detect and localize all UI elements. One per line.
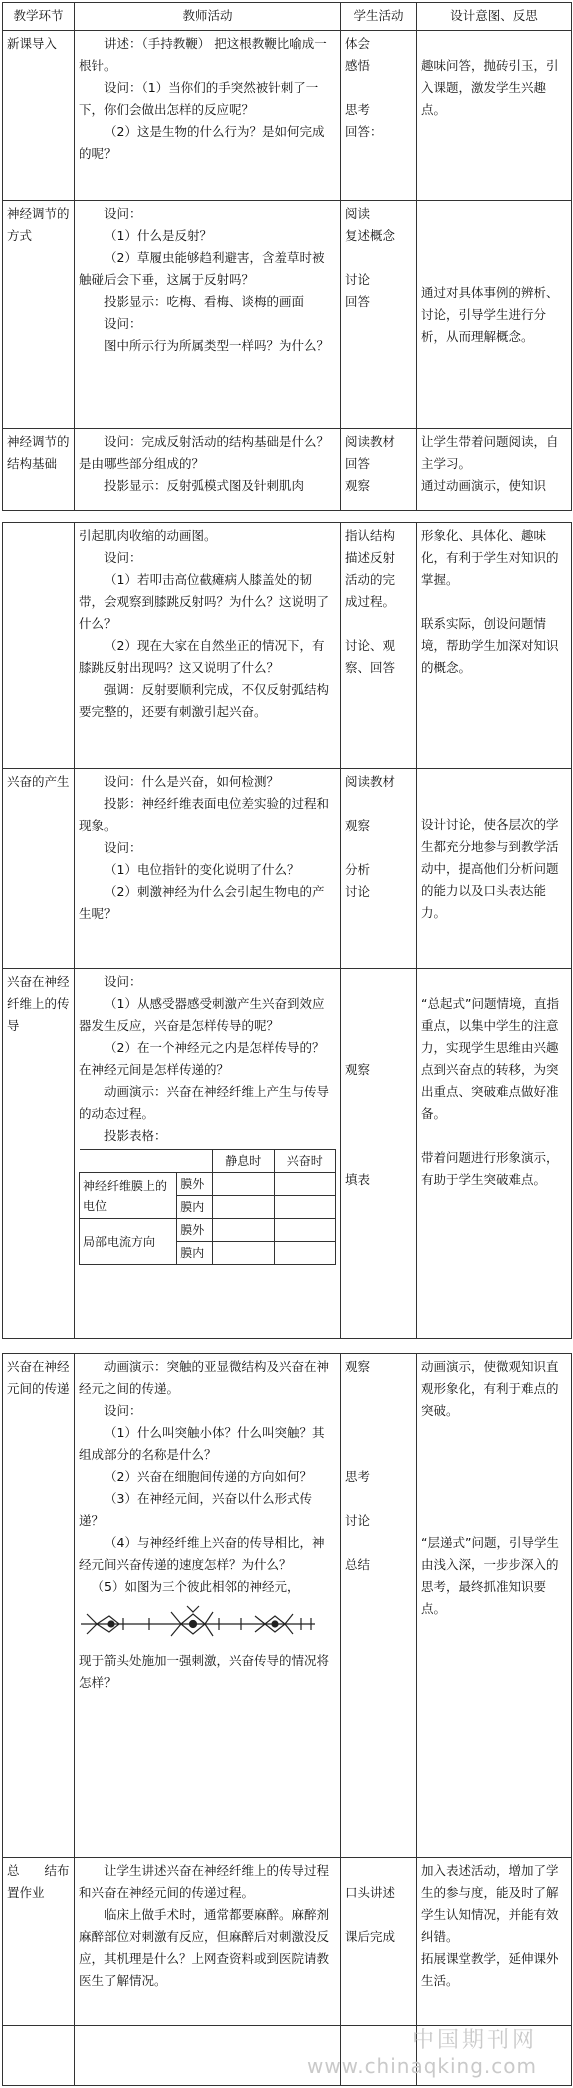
text-line: 让学生讲述兴奋在神经纤维上的传导过程和兴奋在神经元间的传递过程。 bbox=[79, 1863, 330, 1900]
student-activity bbox=[341, 31, 417, 201]
text-line: （2）这是生物的什么行为？是如何完成的呢？ bbox=[79, 124, 325, 161]
blank-cell bbox=[274, 1173, 335, 1196]
text-line: 强调：反射要顺利完成，不仅反射弧结构要完整的，还要有刺激引起兴奋。 bbox=[79, 682, 330, 719]
col-static: 静息时 bbox=[213, 1150, 274, 1173]
blank-cell bbox=[213, 1242, 274, 1265]
row-synapse-transmission bbox=[3, 1354, 572, 1858]
text-line: 阅读 bbox=[345, 206, 371, 221]
outer-label: 膜外 bbox=[177, 1173, 213, 1196]
row-summary-homework bbox=[3, 1858, 572, 2026]
text-line: 形象化、具体化、趣味化，有利于学生对知识的掌握。 bbox=[421, 528, 559, 587]
inner-row bbox=[80, 1219, 336, 1242]
teacher-activity bbox=[75, 523, 341, 769]
text-line: （1）从感受器感受刺激产生兴奋到效应器发生反应，兴奋是怎样传导的呢？ bbox=[79, 996, 325, 1033]
text-line: 讨论 bbox=[345, 1513, 371, 1528]
outer-label: 膜外 bbox=[177, 1219, 213, 1242]
row-structural-basis bbox=[3, 429, 572, 511]
row-regulation-mode bbox=[3, 201, 572, 429]
text-line: （1）什么是反射？ bbox=[104, 228, 212, 243]
text-line: 通过对具体事例的辨析、讨论，引导学生进行分析，从而理解概念。 bbox=[421, 284, 559, 344]
student-activity bbox=[341, 969, 417, 1339]
text-line: 回答： bbox=[345, 124, 383, 139]
header-student: 学生活动 bbox=[341, 3, 417, 31]
design-intent bbox=[417, 769, 572, 969]
teacher-activity bbox=[75, 769, 341, 969]
text-line: 动画演示：兴奋在神经纤维上产生与传导的动态过程。 bbox=[79, 1084, 330, 1121]
inner-header-row bbox=[80, 1150, 336, 1173]
text-line: 趣味问答，抛砖引玉，引入课题，激发学生兴趣点。 bbox=[421, 58, 559, 117]
blank-cell bbox=[80, 1150, 213, 1173]
text-line: 投影显示：吃梅、看梅、谈梅的画面 bbox=[104, 294, 305, 309]
text-line: 图中所示行为所属类型一样吗？为什么？ bbox=[104, 338, 330, 353]
inner-label: 膜内 bbox=[177, 1242, 213, 1265]
watermark-cn: 中国期刊网 bbox=[411, 2028, 537, 2053]
text-line: 阅读教材 bbox=[345, 434, 396, 449]
text-line: 体会 bbox=[345, 36, 371, 51]
stage-label: 神经调节的结构基础 bbox=[3, 429, 75, 511]
row-fiber-conduction bbox=[3, 969, 572, 1339]
membrane-potential-table bbox=[79, 1149, 336, 1265]
text-line: 现于箭头处施加一强刺激，兴奋传导的情况将怎样？ bbox=[79, 1653, 330, 1690]
text-line: 让学生带着问题阅读，自主学习。 bbox=[421, 434, 559, 471]
lesson-plan-table-part3 bbox=[2, 1353, 572, 2086]
text-line: 观察 bbox=[345, 1062, 371, 1077]
three-neuron-diagram bbox=[79, 1604, 319, 1646]
watermark bbox=[307, 2023, 537, 2078]
stage-label bbox=[3, 523, 75, 769]
text-line: 动画演示，使微观知识直观形象化，有利于难点的突破。 bbox=[421, 1359, 559, 1418]
text-line: 投影表格： bbox=[104, 1128, 167, 1143]
text-line: 临床上做手术时，通常都要麻醉。麻醉剂麻醉部位对刺激有反应，但麻醉后对刺激没反应，其机理是什么？上网查资料或到医院请教医生了解情况。 bbox=[79, 1907, 330, 1988]
text-line: 加入表述活动，增加了学生的参与度，能及时了解学生认知情况，并能有效纠错。 bbox=[421, 1863, 559, 1944]
text-line: 填表 bbox=[345, 1172, 371, 1187]
text-line: 分析 bbox=[345, 862, 371, 877]
student-activity bbox=[341, 523, 417, 769]
stage-label: 兴奋的产生 bbox=[3, 769, 75, 969]
text-line: 投影显示：反射弧模式图及针刺肌肉 bbox=[104, 478, 305, 493]
lesson-plan-table-part1 bbox=[2, 2, 572, 511]
student-activity bbox=[341, 769, 417, 969]
text-line: “总起式”问题情境，直指重点，以集中学生的注意力，实现学生思维由兴趣点到兴奋点的转移，为突出重点、突破难点做好准备。 bbox=[421, 996, 559, 1121]
text-line: 观察 bbox=[345, 1359, 371, 1374]
text-line: 复述概念 bbox=[345, 228, 396, 243]
col-excited: 兴奋时 bbox=[274, 1150, 335, 1173]
text-line: 课后完成 bbox=[345, 1929, 396, 1944]
row-continued bbox=[3, 523, 572, 769]
text-line: 回答 bbox=[345, 294, 371, 309]
text-line: 讨论、观 bbox=[345, 638, 396, 653]
text-line: “层递式”问题，引导学生由浅入深，一步步深入的思考，最终抓准知识要点。 bbox=[421, 1535, 559, 1616]
inner-row bbox=[80, 1173, 336, 1196]
text-line: （2）草履虫能够趋利避害，含羞草时被触碰后会下垂，这属于反射吗？ bbox=[79, 250, 325, 287]
design-intent bbox=[417, 523, 572, 769]
row-membrane-potential: 神经纤维膜上的电位 bbox=[80, 1173, 177, 1219]
text-line: 感悟 bbox=[345, 58, 371, 73]
text-line: （1）电位指针的变化说明了什么？ bbox=[104, 862, 300, 877]
teacher-activity bbox=[75, 1354, 341, 1858]
student-activity bbox=[341, 429, 417, 511]
header-stage: 教学环节 bbox=[3, 3, 75, 31]
header-intent: 设计意图、反思 bbox=[417, 3, 572, 31]
text-line: 设问： bbox=[104, 1403, 142, 1418]
teacher-activity bbox=[75, 969, 341, 1339]
text-line: 通过动画演示，使知识 bbox=[421, 478, 547, 493]
text-line: 讲述：（手持教鞭） 把这根教鞭比喻成一根针。 bbox=[79, 36, 327, 73]
blank-cell bbox=[213, 1219, 274, 1242]
text-line: 成过程。 bbox=[345, 594, 396, 609]
text-line: 引起肌肉收缩的动画图。 bbox=[79, 528, 217, 543]
stage-label: 兴奋在神经纤维上的传导 bbox=[3, 969, 75, 1339]
text-line: 设计讨论，使各层次的学生都充分地参与到教学活动中，提高他们分析问题的能力以及口头表达能力。 bbox=[421, 816, 559, 920]
text-line: 观察 bbox=[345, 478, 371, 493]
blank-cell bbox=[75, 2026, 341, 2086]
text-line: 阅读教材 bbox=[345, 774, 396, 789]
stage-label: 神经调节的方式 bbox=[3, 201, 75, 429]
student-activity bbox=[341, 1858, 417, 2026]
text-line: （1）若叩击高位截瘫病人膝盖处的韧带，会观察到膝跳反射吗？为什么？这说明了什么？ bbox=[79, 572, 330, 631]
header-row bbox=[3, 3, 572, 31]
text-line: 联系实际，创设问题情境，帮助学生加深对知识的概念。 bbox=[421, 616, 559, 675]
text-line: 拓展课堂教学，延伸课外生活。 bbox=[421, 1951, 559, 1988]
teacher-activity bbox=[75, 1858, 341, 2026]
design-intent bbox=[417, 1354, 572, 1858]
row-excitation-origin bbox=[3, 769, 572, 969]
text-line: 设问：（1）当你们的手突然被针刺了一下，你们会做出怎样的反应呢？ bbox=[79, 80, 319, 117]
text-line: 指认结构 bbox=[345, 528, 396, 543]
student-activity bbox=[341, 201, 417, 429]
header-teacher: 教师活动 bbox=[75, 3, 341, 31]
text-line: 动画演示：突触的亚显微结构及兴奋在神经元之间的传递。 bbox=[79, 1359, 330, 1396]
text-line: 设问： bbox=[104, 316, 142, 331]
teacher-activity bbox=[75, 31, 341, 201]
student-activity bbox=[341, 1354, 417, 1858]
text-line: 投影：神经纤维表面电位差实验的过程和现象。 bbox=[79, 796, 330, 833]
text-line: 回答 bbox=[345, 456, 371, 471]
blank-cell bbox=[213, 1196, 274, 1219]
text-line: 设问： bbox=[104, 840, 142, 855]
text-line: （4）与神经纤维上兴奋的传导相比，神经元间兴奋传递的速度怎样？为什么？ bbox=[79, 1535, 325, 1572]
blank-cell bbox=[274, 1196, 335, 1219]
blank-cell bbox=[213, 1173, 274, 1196]
text-line: （1）什么叫突触小体？什么叫突触？其组成部分的名称是什么？ bbox=[79, 1425, 325, 1462]
text-line: 设问：什么是兴奋，如何检测？ bbox=[104, 774, 280, 789]
text-line: 察、回答 bbox=[345, 660, 396, 675]
blank-cell bbox=[3, 2026, 75, 2086]
watermark-url: www.chinaqking.com bbox=[306, 2054, 537, 2078]
teacher-activity bbox=[75, 201, 341, 429]
blank-cell bbox=[274, 1242, 335, 1265]
stage-label: 兴奋在神经元间的传递 bbox=[3, 1354, 75, 1858]
inner-label: 膜内 bbox=[177, 1196, 213, 1219]
text-line: 活动的完 bbox=[345, 572, 396, 587]
text-line: 思考 bbox=[345, 1469, 371, 1484]
text-line: 观察 bbox=[345, 818, 371, 833]
text-line: 总结 bbox=[345, 1557, 371, 1572]
blank-cell bbox=[274, 1219, 335, 1242]
design-intent bbox=[417, 31, 572, 201]
text-line: 带着问题进行形象演示，有助于学生突破难点。 bbox=[421, 1150, 559, 1187]
teacher-activity bbox=[75, 429, 341, 511]
design-intent bbox=[417, 1858, 572, 2026]
text-line: 思考 bbox=[345, 102, 371, 117]
text-line: 描述反射 bbox=[345, 550, 396, 565]
text-line: 设问：完成反射活动的结构基础是什么？是由哪些部分组成的？ bbox=[79, 434, 330, 471]
text-line: 设问： bbox=[104, 550, 142, 565]
text-line: 讨论 bbox=[345, 272, 371, 287]
row-local-current: 局部电流方向 bbox=[80, 1219, 177, 1265]
text-line: （2）兴奋在细胞间传递的方向如何？ bbox=[104, 1469, 312, 1484]
stage-label: 总 结布置作业 bbox=[3, 1858, 75, 2026]
text-line: （5）如图为三个彼此相邻的神经元， bbox=[91, 1579, 300, 1594]
text-line: 设问： bbox=[104, 974, 142, 989]
text-line: （2）现在大家在自然坐正的情况下，有膝跳反射出现吗？这又说明了什么？ bbox=[79, 638, 325, 675]
design-intent bbox=[417, 201, 572, 429]
row-intro bbox=[3, 31, 572, 201]
design-intent bbox=[417, 429, 572, 511]
text-line: （2）在一个神经元之内是怎样传导的？在神经元间是怎样传递的？ bbox=[79, 1040, 325, 1077]
stage-label: 新课导入 bbox=[3, 31, 75, 201]
text-line: 口头讲述 bbox=[345, 1885, 396, 1900]
design-intent bbox=[417, 969, 572, 1339]
text-line: 讨论 bbox=[345, 884, 371, 899]
text-line: （2）刺激神经为什么会引起生物电的产生呢？ bbox=[79, 884, 325, 921]
text-line: 设问： bbox=[104, 206, 142, 221]
lesson-plan-table-part2 bbox=[2, 522, 572, 1339]
text-line: （3）在神经元间，兴奋以什么形式传递？ bbox=[79, 1491, 312, 1528]
